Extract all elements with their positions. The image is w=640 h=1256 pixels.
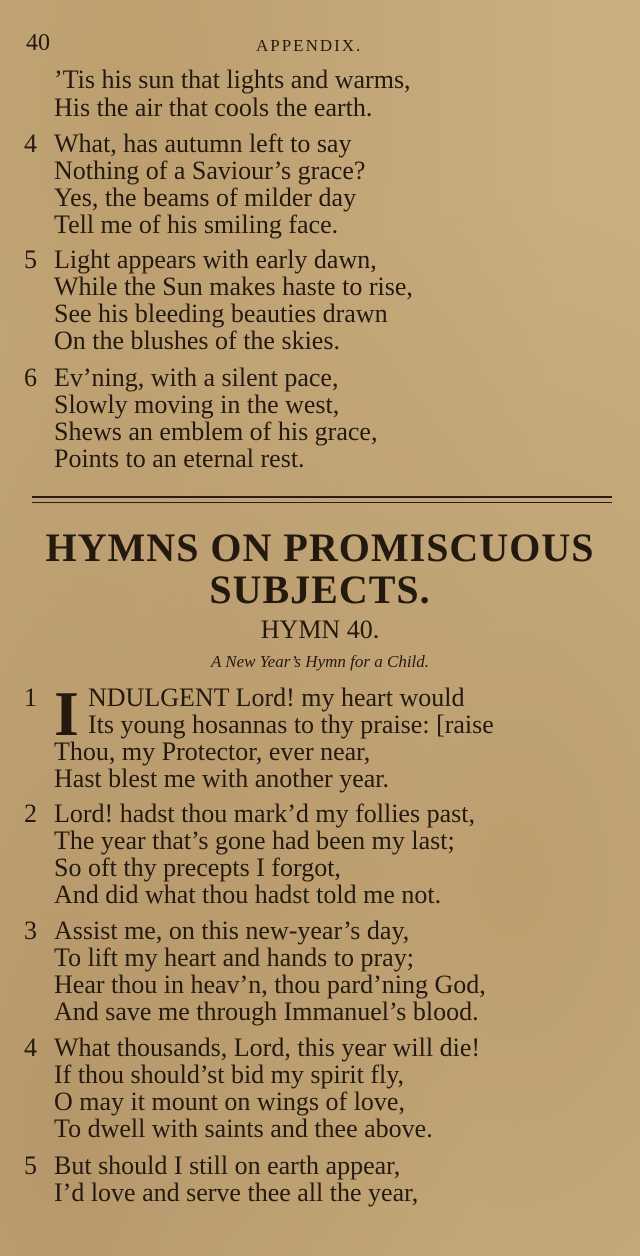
verse-line: What, has autumn left to say [54, 129, 352, 158]
stanza-number: 5 [24, 245, 37, 274]
verse-line: Yes, the beams of milder day [54, 183, 357, 212]
verse-line: What thousands, Lord, this year will die! [54, 1033, 481, 1062]
verse-line: See his bleeding beauties drawn [54, 299, 388, 328]
verse-line: Nothing of a Saviour’s grace? [54, 156, 366, 185]
verse-line: Lord! hadst thou mark’d my follies past, [54, 799, 475, 828]
drop-cap: I [54, 678, 79, 749]
section-title: SUBJECTS. [209, 567, 431, 612]
verse-line: Assist me, on this new-year’s day, [54, 916, 410, 945]
stanza-number: 6 [24, 363, 37, 392]
verse-line: But should I still on earth appear, [54, 1151, 401, 1180]
verse-line: Shews an emblem of his grace, [54, 417, 378, 446]
stanza-number: 3 [24, 916, 37, 945]
verse-line: Ev’ning, with a silent pace, [54, 363, 339, 392]
stanza-number: 1 [24, 683, 37, 712]
page-number: 40 [26, 30, 50, 56]
stanza-number: 5 [24, 1151, 37, 1180]
page-header [26, 30, 610, 62]
verse-line: O may it mount on wings of love, [54, 1087, 405, 1116]
verse-line: His the air that cools the earth. [54, 93, 373, 122]
verse-line: Its young hosannas to thy praise: [raise [88, 710, 494, 739]
verse-line: While the Sun makes haste to rise, [54, 272, 413, 301]
verse-line: So oft thy precepts I forgot, [54, 853, 341, 882]
verse-line: Slowly moving in the west, [54, 390, 340, 419]
verse-line: Thou, my Protector, ever near, [54, 737, 371, 766]
verse-line: To dwell with saints and thee above. [54, 1114, 433, 1143]
hymn-subtitle: A New Year’s Hymn for a Child. [210, 652, 430, 671]
stanza-number: 4 [24, 1033, 37, 1062]
verse-line: ’Tis his sun that lights and warms, [54, 65, 411, 94]
verse-line: If thou should’st bid my spirit fly, [54, 1060, 405, 1089]
verse-line: Hast blest me with another year. [54, 764, 390, 793]
verse-line: Hear thou in heav’n, thou pard’ning God, [54, 970, 486, 999]
section-title: HYMNS ON PROMISCUOUS [45, 525, 595, 570]
verse-line: And save me through Immanuel’s blood. [54, 997, 479, 1026]
stanza-number: 2 [24, 799, 37, 828]
running-head: APPENDIX. [256, 36, 363, 55]
stanza-number: 4 [24, 129, 37, 158]
section-divider [32, 496, 612, 498]
verse-line: The year that’s gone had been my last; [54, 826, 455, 855]
verse-line: And did what thou hadst told me not. [54, 880, 442, 909]
verse-line: Points to an eternal rest. [54, 444, 305, 473]
verse-line: On the blushes of the skies. [54, 326, 340, 355]
hymn-heading: HYMN 40. [260, 615, 380, 644]
section-divider [32, 502, 612, 503]
verse-line: Light appears with early dawn, [54, 245, 377, 274]
verse-line: To lift my heart and hands to pray; [54, 943, 414, 972]
verse-line: NDULGENT Lord! my heart would [88, 683, 465, 712]
verse-line: I’d love and serve thee all the year, [54, 1178, 419, 1207]
verse-line: Tell me of his smiling face. [54, 210, 339, 239]
